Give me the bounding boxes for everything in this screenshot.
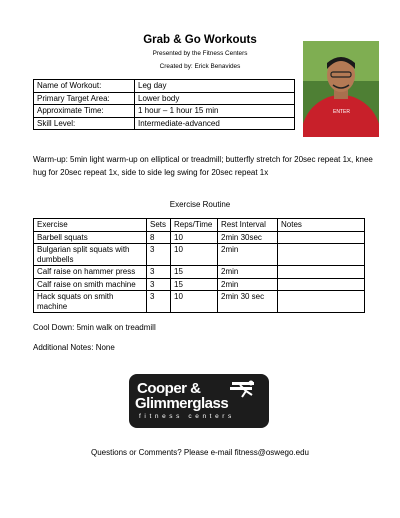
trainer-photo-image <box>303 41 379 137</box>
notes-cell <box>278 291 365 313</box>
fitness-centers-logo <box>129 374 269 428</box>
column-header: Sets <box>147 219 171 232</box>
page-title: Grab & Go Workouts <box>143 34 257 46</box>
table-row <box>34 231 365 244</box>
exercise-cell: Bulgarian split squats with dumbbells <box>34 244 147 266</box>
logo-line-2: Glimmerglass <box>135 395 229 412</box>
info-row <box>34 80 295 93</box>
info-row <box>34 105 295 118</box>
created-by: Created by: Erick Benavides <box>159 63 241 70</box>
exercise-cell: Calf raise on smith machine <box>34 278 147 291</box>
notes-cell <box>278 244 365 266</box>
cooldown-text: Cool Down: 5min walk on treadmill <box>33 323 156 332</box>
logo-line-1: Cooper & <box>137 380 201 397</box>
reps-cell: 10 <box>171 291 218 313</box>
sets-cell: 3 <box>147 291 171 313</box>
info-value: Intermediate-advanced <box>135 117 295 130</box>
rest-cell: 2min 30sec <box>218 231 278 244</box>
notes-cell <box>278 231 365 244</box>
svg-text:ENTER: ENTER <box>333 109 350 115</box>
contact-line: Questions or Comments? Please e-mail fitness@oswego.edu <box>91 448 309 457</box>
rest-cell: 2min <box>218 278 278 291</box>
exercise-cell: Barbell squats <box>34 231 147 244</box>
table-row <box>34 244 365 266</box>
info-row <box>34 117 295 130</box>
reps-cell: 10 <box>171 244 218 266</box>
reps-cell: 10 <box>171 231 218 244</box>
reps-cell: 15 <box>171 266 218 279</box>
trainer-photo <box>303 41 379 137</box>
exercise-cell: Hack squats on smith machine <box>34 291 147 313</box>
runner-icon <box>226 379 262 399</box>
column-header: Rest Interval <box>218 219 278 232</box>
subtitle: Presented by the Fitness Centers <box>152 50 248 57</box>
info-label: Skill Level: <box>34 117 135 130</box>
table-row <box>34 278 365 291</box>
sets-cell: 3 <box>147 244 171 266</box>
table-row <box>34 266 365 279</box>
column-header: Exercise <box>34 219 147 232</box>
warmup-text: Warm-up: 5min light warm-up on elliptical or treadmill; butterfly stretch for 20sec repeat 1x, knee hug for 20sec repeat 1x, side to side leg swing for 20sec repeat 1x <box>33 155 373 177</box>
routine-title: Exercise Routine <box>169 200 231 209</box>
sets-cell: 8 <box>147 231 171 244</box>
rest-cell: 2min 30 sec <box>218 291 278 313</box>
info-value: Leg day <box>135 80 295 93</box>
sets-cell: 3 <box>147 266 171 279</box>
rest-cell: 2min <box>218 244 278 266</box>
notes-cell <box>278 266 365 279</box>
table-row <box>34 291 365 313</box>
rest-cell: 2min <box>218 266 278 279</box>
info-label: Name of Workout: <box>34 80 135 93</box>
info-label: Primary Target Area: <box>34 92 135 105</box>
logo-line-3: fitness centers <box>139 413 235 420</box>
workout-info-table <box>33 79 295 130</box>
info-row <box>34 92 295 105</box>
info-value: Lower body <box>135 92 295 105</box>
sets-cell: 3 <box>147 278 171 291</box>
column-header: Notes <box>278 219 365 232</box>
exercise-cell: Calf raise on hammer press <box>34 266 147 279</box>
notes-cell <box>278 278 365 291</box>
info-label: Approximate Time: <box>34 105 135 118</box>
reps-cell: 15 <box>171 278 218 291</box>
info-value: 1 hour – 1 hour 15 min <box>135 105 295 118</box>
exercise-table <box>33 218 365 313</box>
column-header: Reps/Time <box>171 219 218 232</box>
table-header-row <box>34 219 365 232</box>
additional-notes: Additional Notes: None <box>33 343 115 352</box>
